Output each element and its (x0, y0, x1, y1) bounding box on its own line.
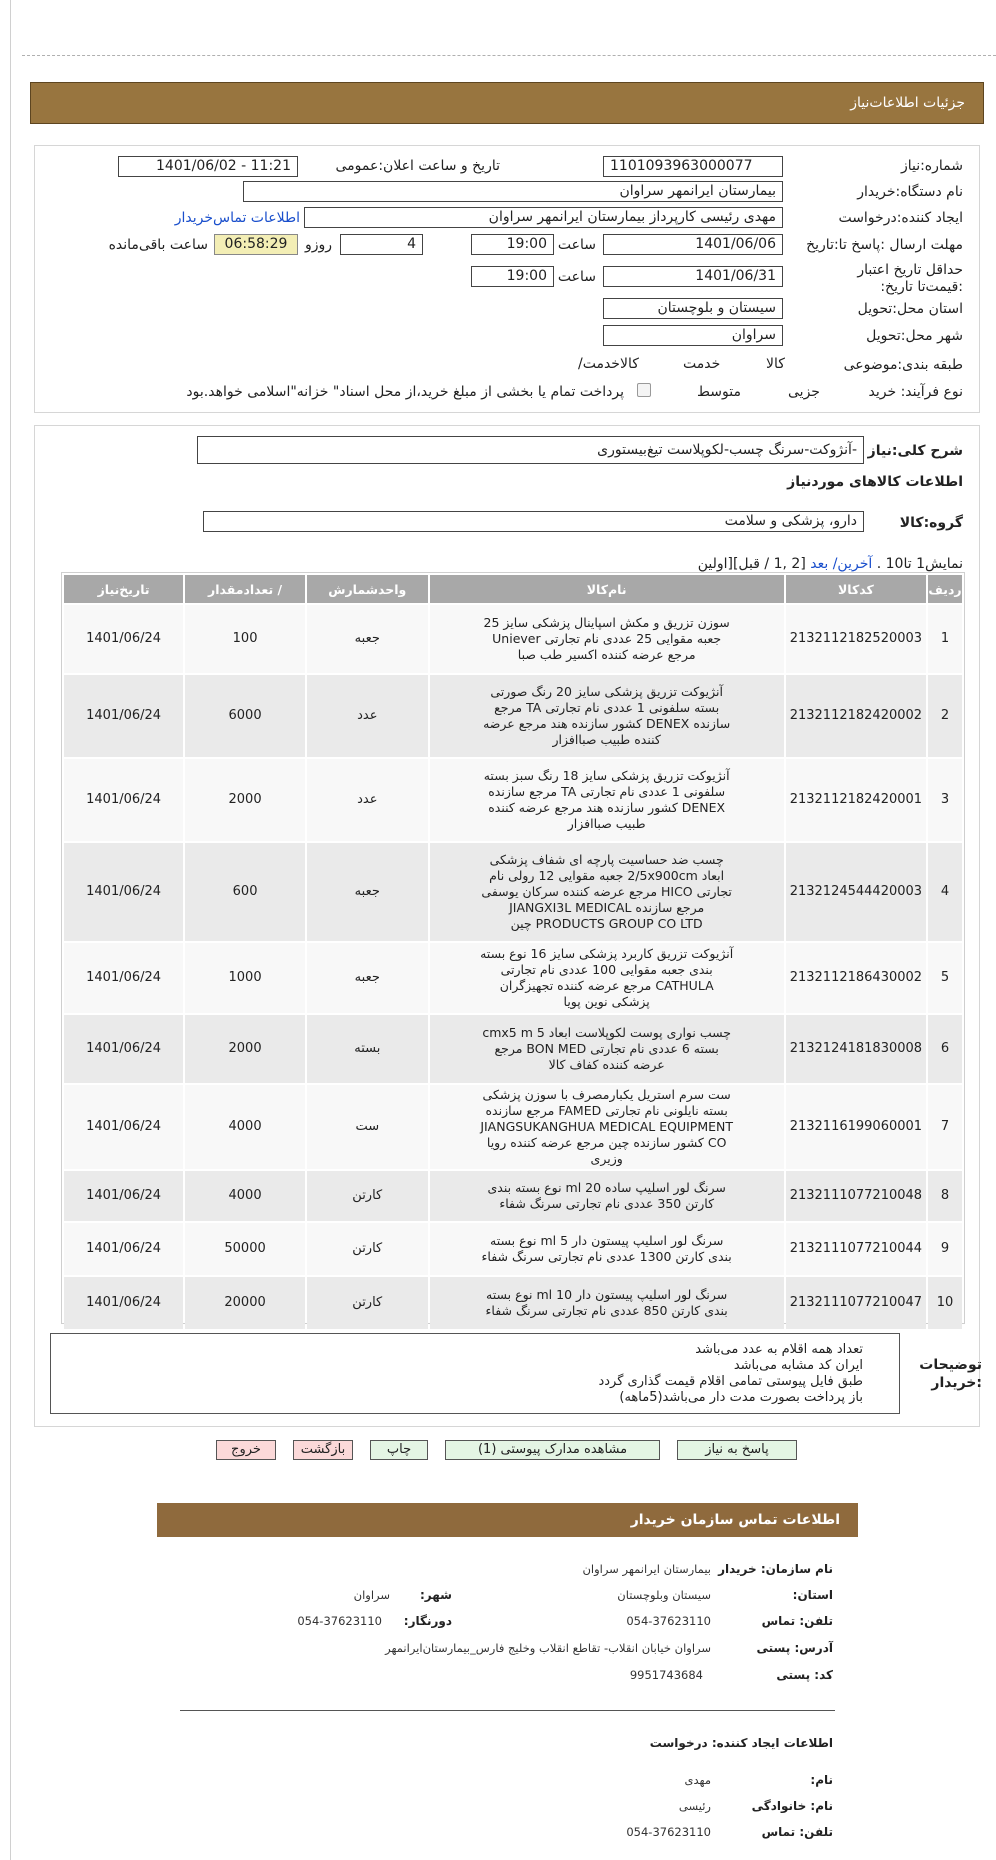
quantity-cell: 6000 (185, 675, 305, 757)
need-number-field: 1101093963000077 (603, 156, 783, 177)
province-label: استان محل:تحویل (857, 301, 963, 317)
row-index-cell: 7 (928, 1085, 962, 1169)
item-code-cell: 2132111077210048 (786, 1171, 926, 1221)
row-index-cell: 2 (928, 675, 962, 757)
contact-province-label: استان: (792, 1588, 833, 1602)
treasury-payment-note: پرداخت تمام یا بخشی از مبلغ خرید،از محل اسناد" خزانه"اسلامی خواهد.بود (186, 384, 624, 400)
reply-button[interactable]: پاسخ به نیاز (677, 1440, 797, 1460)
validity-date-field: 1401/06/31 (603, 266, 783, 287)
need-date-cell: 1401/06/24 (64, 1085, 183, 1169)
need-date-cell: 1401/06/24 (64, 843, 183, 941)
need-date-cell: 1401/06/24 (64, 943, 183, 1013)
row-index-cell: 9 (928, 1223, 962, 1275)
requester-title: اطلاعات ایجاد کننده: درخواست (649, 1736, 833, 1750)
remaining-label: ساعت باقی‌مانده (108, 237, 208, 253)
process-option-minor: جزیی (788, 384, 820, 400)
item-name-cell: سرنگ لور اسلیپ پیستون دار 5 ml نوع بسته بندی کارتن 1300 عددی نام تجارتی سرنگ شفاء (430, 1223, 784, 1275)
item-name-cell: آنژیوکت تزریق پزشکی سایز 20 رنگ صورتی بسته سلفونی 1 عددی نام تجارتی TA مرجع سازنده DENEX کشور سازنده هند مرجع عرضه کننده طبیب صباافزار (430, 675, 784, 757)
header-unit: واحدشمارش (307, 575, 428, 603)
days-field: 4 (340, 234, 423, 255)
quantity-cell: 1000 (185, 943, 305, 1013)
category-option-goods: کالا (766, 356, 785, 372)
table-row (64, 1085, 962, 1169)
pagination-last-link[interactable]: آخرین/ (832, 556, 873, 572)
creator-label: ایجاد کننده:درخواست (838, 210, 963, 226)
table-header-row (64, 575, 962, 603)
deadline-time-field: 19:00 (471, 234, 554, 255)
summary-field: -آنژوکت-سرنگ چسب-لکوپلاست تیغ‌بیستوری (197, 436, 864, 464)
page-border-line (10, 0, 11, 1860)
buyer-note-line: باز پرداخت بصورت مدت دار می‌باشد(5ماهه) (619, 1390, 863, 1405)
items-table (62, 573, 964, 1331)
row-index-cell: 8 (928, 1171, 962, 1221)
item-name-cell: سوزن تزریق و مکش اسپاینال پزشکی سایز 25 جعبه مقوایی 25 عددی نام تجارتی Uniever مرجع عرضه کننده اکسیر طب صبا (430, 605, 784, 673)
pagination-showing: نمایش1 تا10 . (876, 556, 963, 572)
row-index-cell: 3 (928, 759, 962, 841)
requester-family-label: نام: خانوادگی (751, 1799, 833, 1813)
remaining-time-field: 06:58:29 (214, 234, 298, 255)
top-divider (22, 55, 996, 56)
table-row (64, 1171, 962, 1221)
contact-fax-label: دورنگار: (403, 1614, 452, 1628)
buyer-org-field: بیمارستان ایرانمهر سراوان (243, 181, 783, 202)
need-date-cell: 1401/06/24 (64, 1171, 183, 1221)
row-index-cell: 10 (928, 1277, 962, 1329)
category-option-service: خدمت (683, 356, 721, 372)
requester-name-label: نام: (810, 1773, 833, 1787)
table-row (64, 1277, 962, 1329)
province-field: سیستان و بلوچستان (603, 298, 783, 319)
buyer-org-label: نام دستگاه:خریدار (857, 184, 963, 200)
summary-label: شرح کلی:نیاز (867, 443, 963, 459)
item-code-cell: 2132112186430002 (786, 943, 926, 1013)
items-table-wrapper (61, 572, 965, 1324)
unit-cell: کارتن (307, 1171, 428, 1221)
attachments-button[interactable]: مشاهده مدارک پیوستی (1) (445, 1440, 660, 1460)
item-name-cell: آنژیوکت تزریق پزشکی سایز 18 رنگ سبز بسته سلفونی 1 عددی نام تجارتی TA مرجع سازنده DENEX کشور سازنده هند مرجع عرضه کننده طبیب صباافزار (430, 759, 784, 841)
item-name-cell: ست سرم استریل یکبارمصرف با سوزن پزشکی بسته نایلونی نام تجارتی FAMED مرجع سازنده JIANGSUKANGHUA MEDICAL EQUIPMENT CO کشور سازنده چین مرجع عرضه کننده رویا وزیری (430, 1085, 784, 1169)
quantity-cell: 2000 (185, 759, 305, 841)
contact-postal-label: کد: پستی (776, 1668, 833, 1682)
need-date-cell: 1401/06/24 (64, 1223, 183, 1275)
contact-postal-value: 9951743684 (629, 1668, 703, 1682)
buyer-note-line: تعداد همه اقلام به عدد می‌باشد (695, 1342, 863, 1357)
exit-button[interactable]: خروج (216, 1440, 276, 1460)
quantity-cell: 50000 (185, 1223, 305, 1275)
item-code-cell: 2132111077210047 (786, 1277, 926, 1329)
table-row (64, 675, 962, 757)
announce-label: تاریخ و ساعت اعلان:عمومی (335, 158, 500, 174)
item-code-cell: 2132111077210044 (786, 1223, 926, 1275)
table-row (64, 759, 962, 841)
pagination-pages[interactable]: [2 ,1 / (764, 556, 806, 572)
city-field: سراوان (603, 325, 783, 346)
pagination-prev-first[interactable]: قبل][اولین (697, 556, 760, 572)
buyer-contact-link[interactable]: اطلاعات تماس‌خریدار (174, 210, 300, 226)
table-row (64, 943, 962, 1013)
quantity-cell: 20000 (185, 1277, 305, 1329)
process-label: نوع فرآیند: خرید (868, 384, 963, 400)
item-name-cell: چسب ضد حساسیت پارچه ای شفاف پزشکی ابعاد 2/5x900cm جعبه مقوایی 12 رولی نام تجارتی HICO مرجع عرضه کننده سرکان یوسفی مرجع سازنده JIANGXI3L MEDICAL PRODUCTS GROUP CO LTD چین (430, 843, 784, 941)
item-name-cell: سرنگ لور اسلیپ پیستون دار 10 ml نوع بسته بندی کارتن 850 عددی نام تجارتی سرنگ شفاء (430, 1277, 784, 1329)
table-row (64, 843, 962, 941)
item-name-cell: چسب نواری پوست لکوپلاست ابعاد 5 cmx5 m بسته 6 عددی نام تجارتی BON MED مرجع عرضه کننده کفاف کالا (430, 1015, 784, 1083)
item-code-cell: 2132112182420002 (786, 675, 926, 757)
contact-divider (180, 1710, 835, 1711)
contact-header-bar (157, 1503, 858, 1537)
details-header-bar (30, 82, 984, 124)
row-index-cell: 6 (928, 1015, 962, 1083)
contact-province-value: سیستان وبلوچستان (617, 1588, 711, 1602)
table-row (64, 1223, 962, 1275)
need-date-cell: 1401/06/24 (64, 759, 183, 841)
row-index-cell: 1 (928, 605, 962, 673)
contact-city-label: شهر: (420, 1588, 452, 1602)
unit-cell: کارتن (307, 1277, 428, 1329)
contact-header-title: اطلاعات تماس سازمان خریدار (630, 1512, 840, 1528)
treasury-payment-checkbox[interactable] (637, 383, 651, 397)
row-index-cell: 4 (928, 843, 962, 941)
goods-group-field: دارو، پزشکی و سلامت (203, 511, 864, 532)
unit-cell: ست (307, 1085, 428, 1169)
item-name-cell: آنژیوکت تزریق کاربرد پزشکی سایز 16 نوع بسته بندی جعبه مقوایی 100 عددی نام تجارتی CATHULA مرجع عرضه کننده تجهیزگران پزشکی نوین پویا (430, 943, 784, 1013)
header-name: نام‌کالا (430, 575, 784, 603)
buyer-notes-box (50, 1333, 900, 1414)
header-quantity: / تعدادمقدار (185, 575, 305, 603)
row-index-cell: 5 (928, 943, 962, 1013)
quantity-cell: 4000 (185, 1085, 305, 1169)
unit-cell: جعبه (307, 943, 428, 1013)
contact-phone-label: تلفن: تماس (761, 1614, 833, 1628)
category-label: طبقه بندی:موضوعی (843, 357, 963, 373)
announce-field: 1401/06/02 - 11:21 (118, 156, 298, 177)
deadline-date-field: 1401/06/06 (603, 234, 783, 255)
validity-time-field: 19:00 (471, 266, 554, 287)
header-row-index: ردیف (928, 575, 962, 603)
requester-phone-value: 054-37623110 (626, 1825, 711, 1839)
need-date-cell: 1401/06/24 (64, 675, 183, 757)
requester-phone-label: تلفن: تماس (761, 1825, 833, 1839)
header-date: تاریخ‌نیاز (64, 575, 183, 603)
item-code-cell: 2132124544420003 (786, 843, 926, 941)
goods-info-title: اطلاعات کالاهای موردنیاز (787, 474, 963, 490)
category-option-both: کالاخدمت/ (578, 356, 639, 372)
back-button[interactable]: بازگشت (293, 1440, 353, 1460)
need-date-cell: 1401/06/24 (64, 1277, 183, 1329)
days-label: روزو (304, 237, 332, 253)
unit-cell: عدد (307, 675, 428, 757)
item-code-cell: 2132112182520003 (786, 605, 926, 673)
need-date-cell: 1401/06/24 (64, 605, 183, 673)
pagination-next-link[interactable]: بعد (810, 556, 829, 572)
contact-address-value: سراوان خیابان انقلاب- تقاطع انقلاب وخلیج فارس_بیمارستان‌ایرانمهر (385, 1641, 711, 1655)
item-code-cell: 2132112182420001 (786, 759, 926, 841)
table-row (64, 1015, 962, 1083)
unit-cell: عدد (307, 759, 428, 841)
deadline-hour-label: ساعت (557, 237, 596, 253)
contact-phone-value: 054-37623110 (626, 1614, 711, 1628)
need-date-cell: 1401/06/24 (64, 1015, 183, 1083)
quantity-cell: 4000 (185, 1171, 305, 1221)
buyer-note-line: طبق فایل پیوستی تمامی اقلام قیمت گذاری گردد (598, 1374, 863, 1389)
buyer-note-line: ایران کد مشابه می‌باشد (733, 1358, 863, 1373)
contact-fax-value: 054-37623110 (297, 1614, 382, 1628)
print-button[interactable]: چاپ (370, 1440, 428, 1460)
quantity-cell: 100 (185, 605, 305, 673)
unit-cell: جعبه (307, 843, 428, 941)
validity-hour-label: ساعت (557, 269, 596, 285)
requester-name-value: مهدی (684, 1773, 711, 1787)
item-code-cell: 2132116199060001 (786, 1085, 926, 1169)
table-row (64, 605, 962, 673)
items-table-body (64, 605, 962, 1329)
process-option-medium: متوسط (697, 384, 741, 400)
details-header-title: جزئیات اطلاعات‌نیاز (850, 95, 965, 111)
need-number-label: شماره:نیاز (900, 158, 963, 174)
contact-org-value: بیمارستان ایرانمهر سراوان (582, 1562, 711, 1576)
contact-address-label: آدرس: پستی (756, 1641, 833, 1655)
city-label: شهر محل:تحویل (866, 328, 963, 344)
deadline-label: مهلت ارسال :پاسخ تا:تاریخ (806, 237, 963, 253)
goods-group-label: گروه:کالا (899, 515, 963, 531)
quantity-cell: 600 (185, 843, 305, 941)
pagination (698, 556, 963, 572)
creator-field: مهدی رئیسی کارپرداز بیمارستان ایرانمهر سراوان (304, 207, 783, 228)
item-name-cell: سرنگ لور اسلیپ ساده 20 ml نوع بسته بندی کارتن 350 عددی نام تجارتی سرنگ شفاء (430, 1171, 784, 1221)
unit-cell: جعبه (307, 605, 428, 673)
requester-family-value: رئیسی (678, 1799, 711, 1813)
item-code-cell: 2132124181830008 (786, 1015, 926, 1083)
contact-org-label: نام سازمان: خریدار (718, 1562, 833, 1576)
buyer-notes-label: توضیحات :خریدار (919, 1357, 982, 1391)
unit-cell: کارتن (307, 1223, 428, 1275)
contact-city-value: سراوان (353, 1588, 390, 1602)
quantity-cell: 2000 (185, 1015, 305, 1083)
header-code: کدکالا (786, 575, 926, 603)
validity-label: حداقل تاریخ اعتبار :قیمت‌تا تاریخ: (857, 262, 963, 295)
unit-cell: بسته (307, 1015, 428, 1083)
